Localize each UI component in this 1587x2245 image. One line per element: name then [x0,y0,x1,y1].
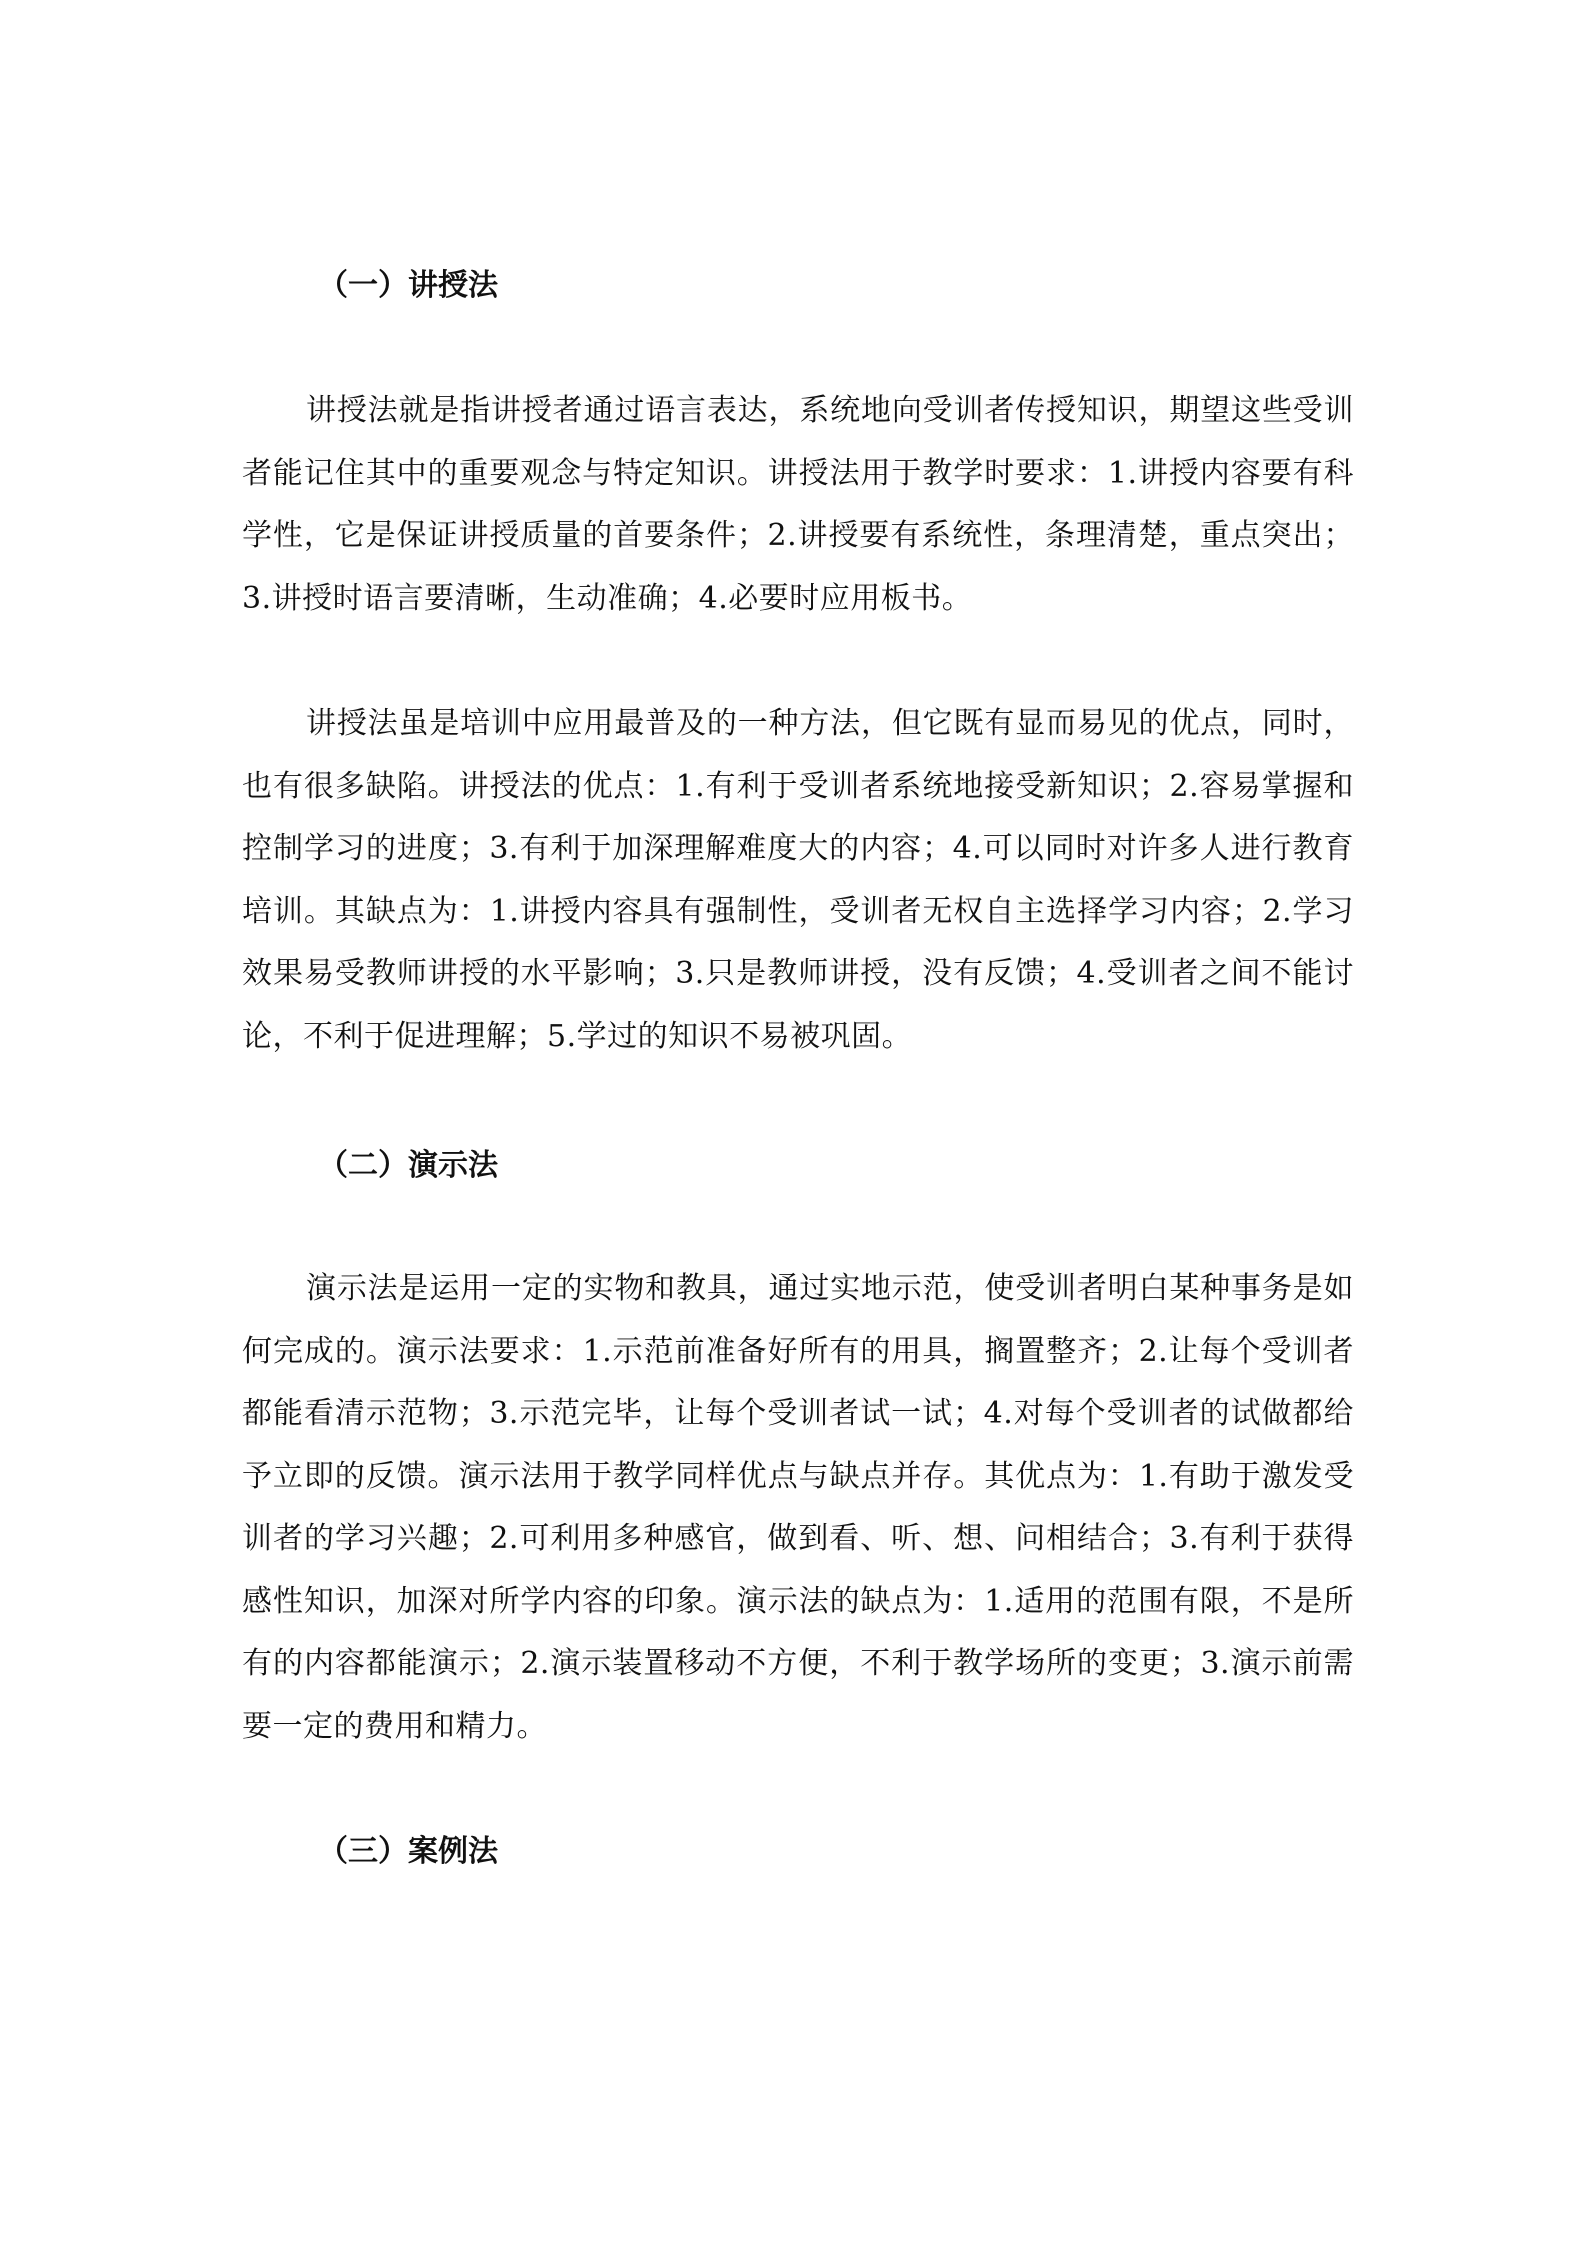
section-heading-case-study: （三）案例法 [318,1834,498,1869]
paragraph-lecture-definition: 讲授法就是指讲授者通过语言表达，系统地向受训者传授知识，期望这些受训者能记住其中的重要观念与特定知识。讲授法用于教学时要求：1.讲授内容要有科学性，它是保证讲授质量的首要条件；2.讲授要有系统性，条理清楚，重点突出；3.讲授时语言要清晰，生动准确；4.必要时应用板书。 [242,393,1354,616]
section-heading-demonstration: （二）演示法 [318,1148,498,1183]
paragraph-demonstration: 演示法是运用一定的实物和教具，通过实地示范，使受训者明白某种事务是如何完成的。演示法要求：1.示范前准备好所有的用具，搁置整齐；2.让每个受训者都能看清示范物；3.示范完毕，让每个受训者试一试；4.对每个受训者的试做都给予立即的反馈。演示法用于教学同样优点与缺点并存。其优点为：1.有助于激发受训者的学习兴趣；2.可利用多种感官，做到看、听、想、问相结合；3.有利于获得感性知识，加深对所学内容的印象。演示法的缺点为：1.适用的范围有限，不是所有的内容都能演示；2.演示装置移动不方便，不利于教学场所的变更；3.演示前需要一定的费用和精力。 [242,1271,1354,1744]
section-heading-lecture: （一）讲授法 [318,268,498,303]
paragraph-lecture-pros-cons: 讲授法虽是培训中应用最普及的一种方法，但它既有显而易见的优点，同时，也有很多缺陷。讲授法的优点：1.有利于受训者系统地接受新知识；2.容易掌握和控制学习的进度；3.有利于加深理解难度大的内容；4.可以同时对许多人进行教育培训。其缺点为：1.讲授内容具有强制性，受训者无权自主选择学习内容；2.学习效果易受教师讲授的水平影响；3.只是教师讲授，没有反馈；4.受训者之间不能讨论，不利于促进理解；5.学过的知识不易被巩固。 [242,706,1354,1054]
